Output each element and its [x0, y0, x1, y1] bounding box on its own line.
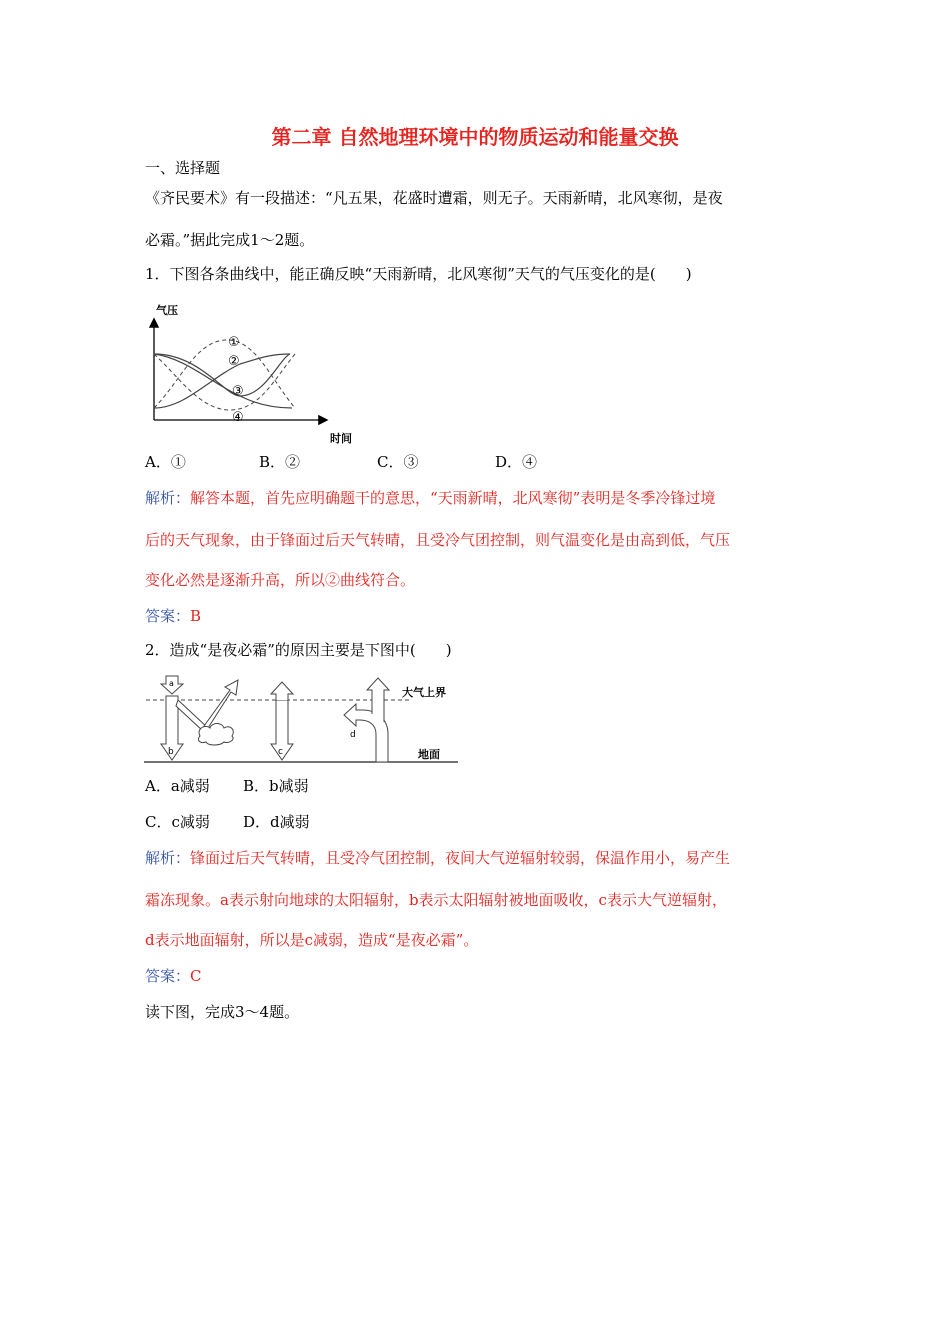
x-axis-label: 时间: [330, 432, 352, 445]
curve-dashed-a: [154, 340, 295, 408]
curve-label-3: ③: [232, 384, 244, 399]
q2-answer: [145, 966, 202, 986]
curve-dashed-b: [154, 354, 295, 410]
q1-pressure-figure: [140, 298, 370, 448]
ground-label: 地面: [418, 748, 440, 761]
q1-answer-label: 答案：: [145, 607, 191, 625]
q2-radiation-figure: [140, 670, 460, 770]
curve-2-solid: [154, 354, 290, 408]
q2-analysis-line-1: 解析：锋面过后天气转晴，且受冷气团控制，夜间大气逆辐射较弱，保温作用小，易产生: [145, 849, 731, 867]
q2-analysis-line-2: 霜冻现象。a表示射向地球的太阳辐射，b表示太阳辐射被地面吸收，c表示大气逆辐射，: [145, 891, 727, 909]
q1-options: [145, 452, 537, 472]
q1-answer-value: B: [190, 607, 202, 625]
q1-analysis-line-2: 后的天气现象，由于锋面过后天气转晴，且受冷气团控制，则气温变化是由高到低，气压: [145, 531, 731, 549]
curve-label-1: ①: [228, 335, 240, 350]
arrow-d-label: d: [350, 730, 356, 740]
q1-option-a[interactable]: A．①: [145, 453, 186, 471]
q2-answer-value: C: [190, 967, 202, 985]
arrow-b-label: b: [168, 747, 174, 757]
arrow-c-label: c: [278, 747, 283, 757]
arrow-a-label: a: [169, 679, 174, 688]
section-heading: 一、选择题: [145, 159, 221, 177]
q1-option-c[interactable]: C．③: [377, 453, 419, 471]
q2-analysis-line-3: d表示地面辐射，所以是c减弱，造成“是夜必霜”。: [145, 931, 479, 949]
reflect-arrow-up: [204, 680, 238, 728]
curve-label-2: ②: [228, 354, 240, 369]
page-title: 第二章 自然地理环境中的物质运动和能量交换: [271, 125, 679, 149]
q1-analysis-label: 解析：: [145, 489, 191, 507]
atmosphere-top-label: 大气上界: [402, 686, 446, 699]
q2-stem: 2．造成“是夜必霜”的原因主要是下图中( ): [145, 641, 452, 659]
q2-option-b[interactable]: B．b减弱: [243, 777, 309, 795]
q1-answer: [145, 606, 201, 626]
y-axis-label: 气压: [156, 304, 178, 317]
q1-analysis-line-3: 变化必然是逐渐升高，所以②曲线符合。: [145, 571, 416, 589]
next-intro: 读下图，完成3～4题。: [145, 1003, 300, 1021]
intro-line-1: 《齐民要术》有一段描述：“凡五果，花盛时遭霜，则无子。天雨新晴，北风寒彻，是夜: [145, 189, 723, 207]
cloud-icon: [198, 724, 233, 746]
q2-options-row-2: [145, 812, 310, 832]
q1-analysis-line-1: 解析：解答本题，首先应明确题干的意思，“天雨新晴，北风寒彻”表明是冬季冷锋过境: [145, 489, 716, 507]
q1-option-b[interactable]: B．②: [259, 453, 301, 471]
q2-options-row-1: [145, 776, 309, 796]
q2-answer-label: 答案：: [145, 967, 191, 985]
q2-option-c[interactable]: C．c减弱: [145, 813, 210, 831]
q1-option-d[interactable]: D．④: [495, 453, 538, 471]
q2-option-a[interactable]: A．a减弱: [145, 777, 210, 795]
curve-label-4: ④: [232, 410, 244, 425]
arrow-c-top: [271, 682, 293, 700]
q1-stem: 1．下图各条曲线中，能正确反映“天雨新晴，北风寒彻”天气的气压变化的是( ): [145, 265, 692, 283]
curve-3-solid: [154, 354, 292, 408]
q2-option-d[interactable]: D．d减弱: [243, 813, 310, 831]
intro-line-2: 必霜。”据此完成1～2题。: [145, 231, 315, 249]
q2-analysis-label: 解析：: [145, 849, 191, 867]
